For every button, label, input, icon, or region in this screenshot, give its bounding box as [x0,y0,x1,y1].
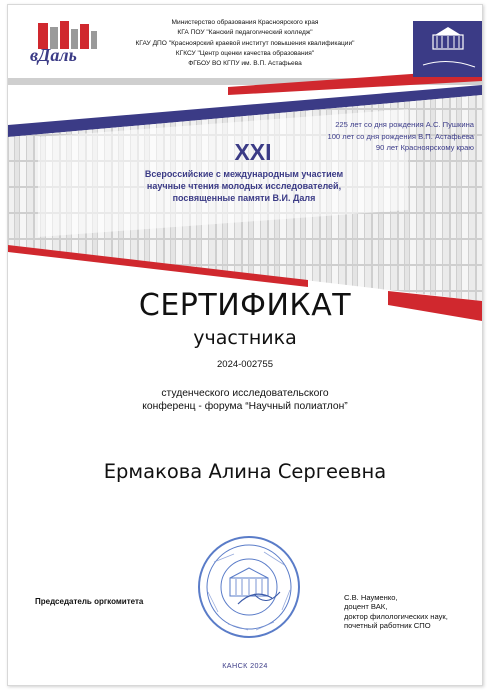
org-line: ФГБОУ ВО КГПУ им. В.П. Астафьева [188,60,302,68]
university-logo [413,21,483,77]
org-line: Министерство образования Красноярского края [171,19,319,26]
event-title-line: Всероссийские с международным участием [144,169,344,179]
certificate-subtitle: участника [193,327,297,349]
logo-text: вДаль [30,45,77,65]
event-description-line: конференц - форума “Научный полиатлон” [142,400,348,412]
chairman-label: Председатель оргкомитета [35,597,144,606]
recipient-name: Ермакова Алина Сергеевна [103,460,387,483]
certificate-number: 2024-002755 [217,359,273,370]
organizations-list [114,18,376,69]
event-title [94,168,394,205]
signer-line: доцент ВАК, [344,602,388,612]
official-stamp [194,532,304,642]
signer-line: С.В. Науменко, [344,593,398,602]
event-title-line: научные чтения молодых исследователей, [146,181,342,192]
signer-line: доктор филологических наук, [344,611,448,621]
anniversary-line: 225 лет со дня рождения А.С. Пушкина [335,120,474,129]
org-line: КГА ПОУ "Канский педагогический колледж" [177,29,313,37]
org-line: КГКСУ "Центр оценки качества образования" [175,49,315,57]
org-line: КГАУ ДПО "Красноярский краевой институт повышения квалификации" [135,39,355,47]
event-description [8,388,482,414]
signer-credentials [344,593,448,630]
signer-line: почетный работник СПО [344,620,431,630]
event-edition: XXI [234,139,272,165]
event-description-line: студенческого исследовательского [161,388,329,399]
event-title-line: посвященные памяти В.И. Даля [172,193,316,204]
certificate-page [7,4,483,686]
city-year: КАНСК 2024 [222,661,268,670]
anniversary-line: 100 лет со дня рождения В.П. Астафьева [327,131,474,141]
certificate-title: СЕРТИФИКАТ [138,288,352,323]
anniversary-line: 90 лет Красноярскому краю [375,143,474,152]
